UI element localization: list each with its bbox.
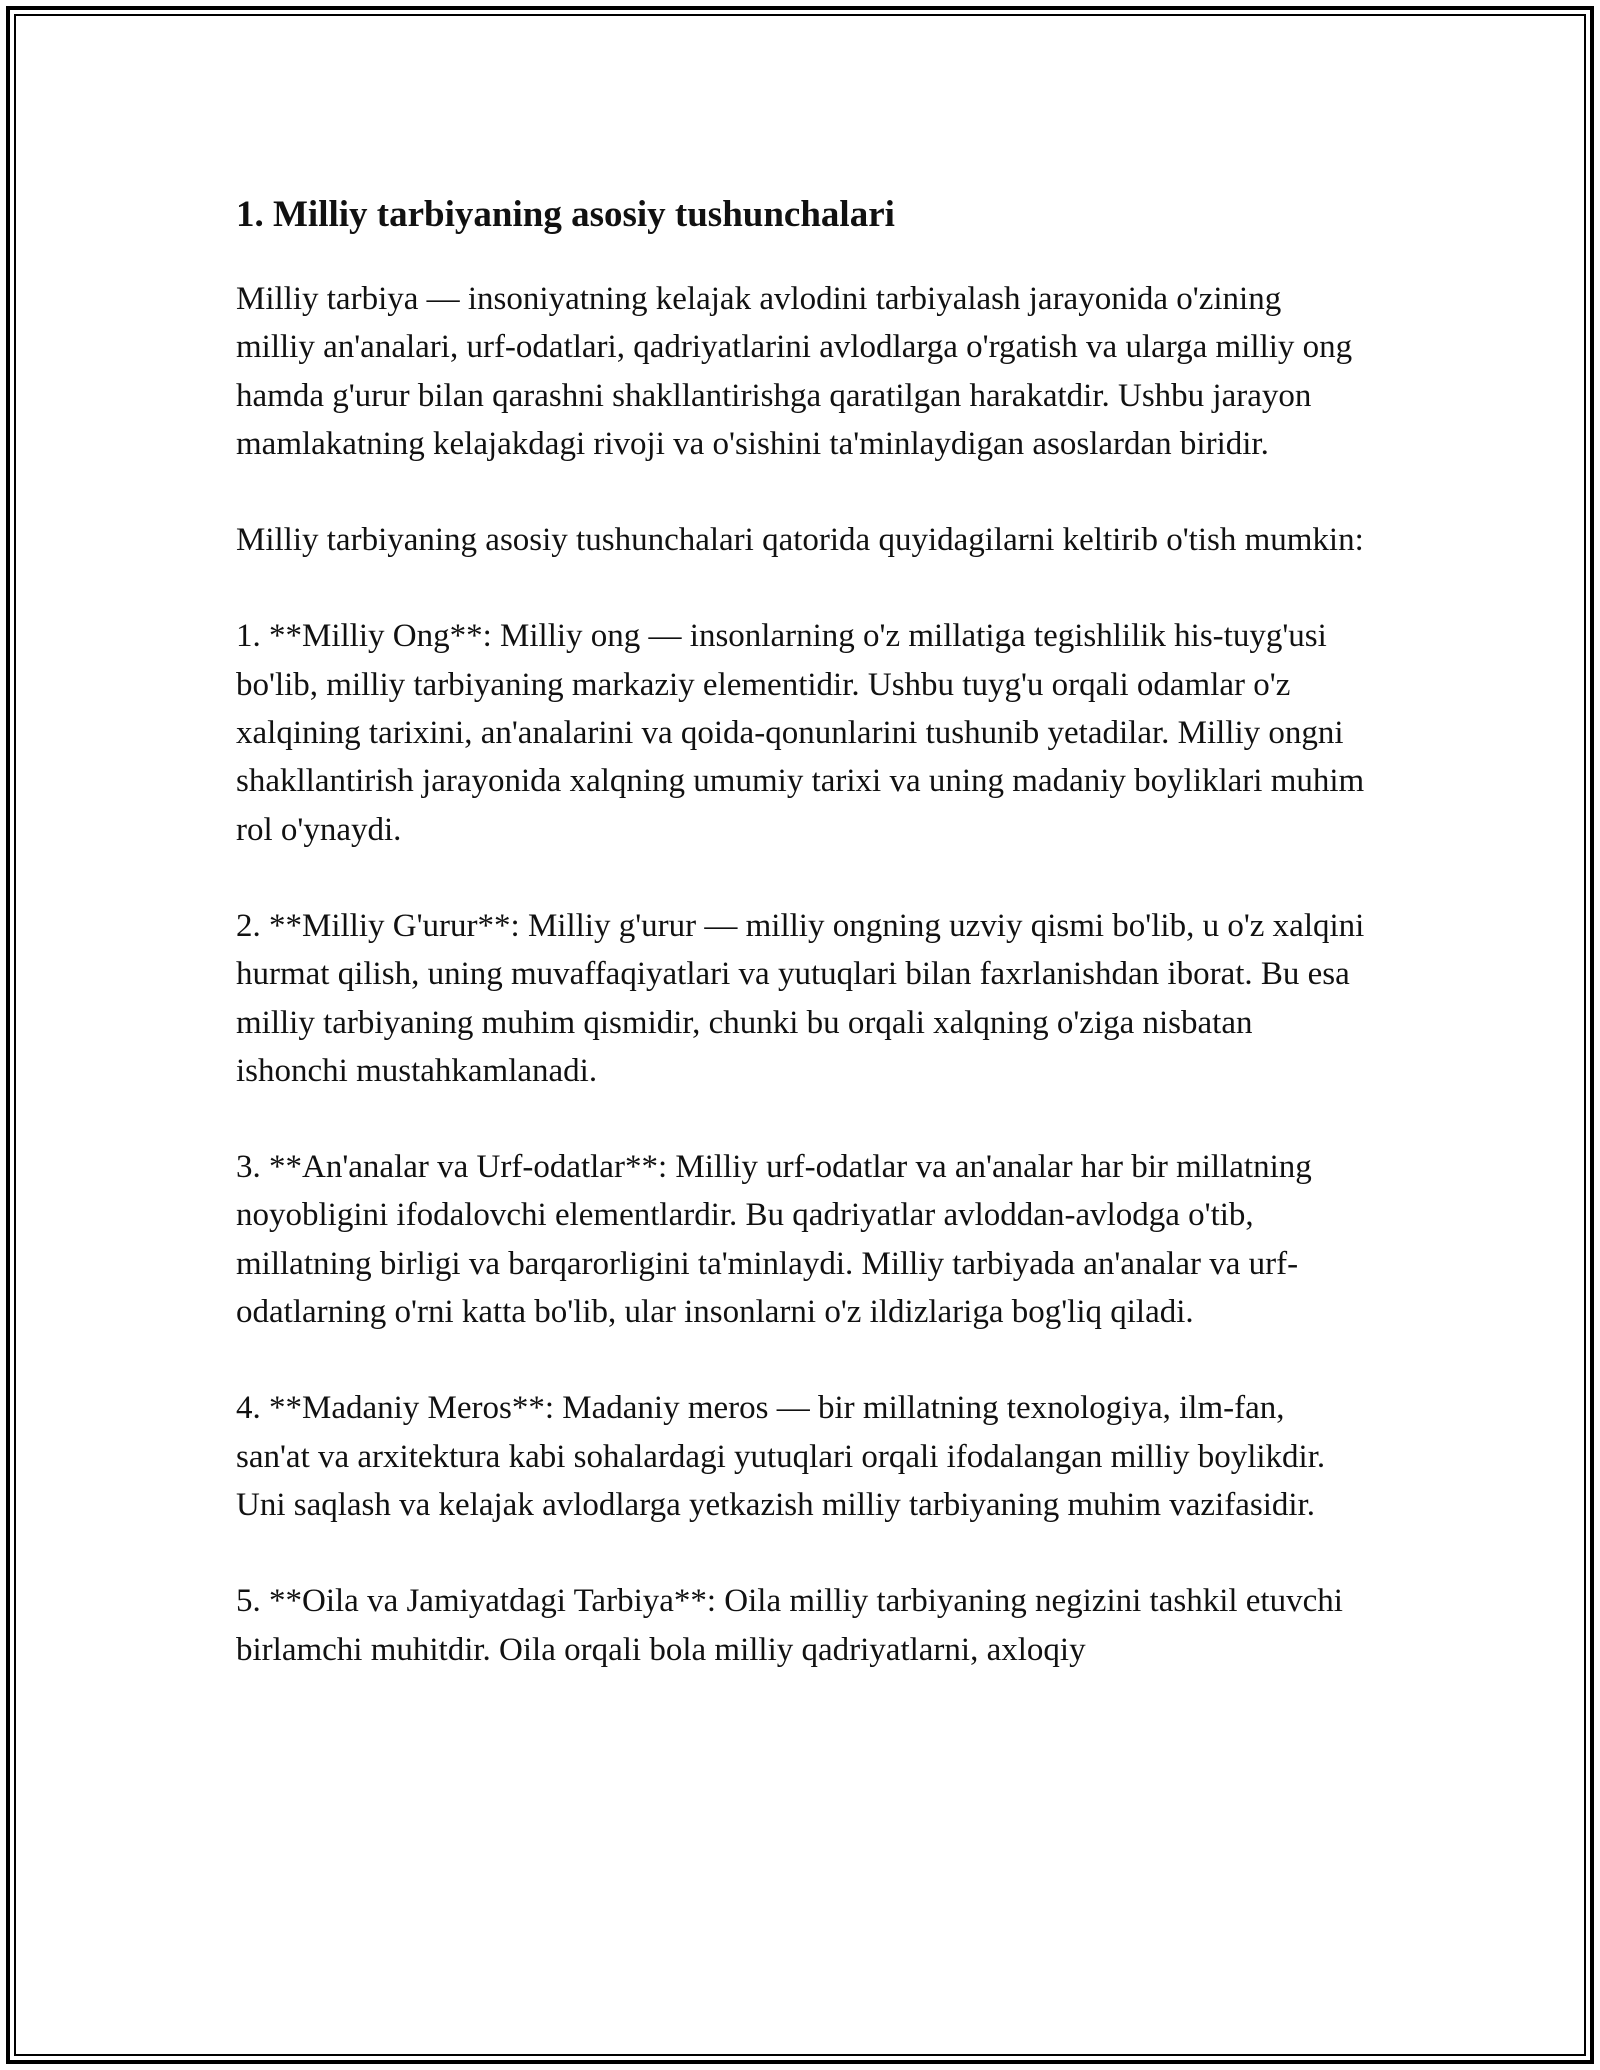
list-intro-paragraph: Milliy tarbiyaning asosiy tushunchalari qatorida quyidagilarni keltirib o'tish mumkin:	[236, 522, 1364, 559]
item-madaniy-meros: 4. **Madaniy Meros**: Madaniy meros — bir millatning texnologiya, ilm-fan, san'at va arxitektura kabi sohalardagi yutuqlari orqali ifodalangan milliy boylikdir. Uni saqlash va kelajak avlodlarga yetkazish milliy tarbiyaning muhim vazifasidir.	[236, 1390, 1326, 1523]
item-ananalar-urf-odatlar: 3. **An'analar va Urf-odatlar**: Milliy urf-odatlar va an'analar har bir millatning noyobligini ifodalovchi elementlardir. Bu qadriyatlar avloddan-avlodga o'tib, millatning birligi va barqarorligini ta'minlaydi. Milliy tarbiyada an'analar va urf-odatlarning o'rni katta bo'lib, ular insonlarni o'z ildizlariga bog'liq qiladi.	[236, 1149, 1312, 1331]
item-oila-jamiyat-tarbiya: 5. **Oila va Jamiyatdagi Tarbiya**: Oila milliy tarbiyaning negizini tashkil etuvchi birlamchi muhitdir. Oila orqali bola milliy qadriyatlarni, axloqiy	[236, 1583, 1343, 1668]
document-body	[236, 183, 1366, 1722]
item-milliy-ong: 1. **Milliy Ong**: Milliy ong — insonlarning o'z millatiga tegishlilik his-tuyg'usi bo'lib, milliy tarbiyaning markaziy elementidir. Ushbu tuyg'u orqali odamlar o'z xalqining tarixini, an'analarini va qoida-qonunlarini tushunib yetadilar. Milliy ongni shakllantirish jarayonida xalqning umumiy tarixi va uning madaniy boyliklari muhim rol o'ynaydi.	[236, 618, 1365, 848]
item-milliy-gurur: 2. **Milliy G'urur**: Milliy g'urur — milliy ongning uzviy qismi bo'lib, u o'z xalqini hurmat qilish, uning muvaffaqiyatlari va yutuqlari bilan faxrlanishdan iborat. Bu esa milliy tarbiyaning muhim qismidir, chunki bu orqali xalqning o'ziga nisbatan ishonchi mustahkamlanadi.	[236, 907, 1365, 1089]
intro-paragraph: Milliy tarbiya — insoniyatning kelajak avlodini tarbiyalash jarayonida o'zining milliy an'analari, urf-odatlari, qadriyatlarini avlodlarga o'rgatish va ularga milliy ong hamda g'urur bilan qarashni shakllantirishga qaratilgan harakatdir. Ushbu jarayon mamlakatning kelajakdagi rivoji va o'sishini ta'minlaydigan asoslardan biridir.	[236, 281, 1353, 462]
section-heading: 1. Milliy tarbiyaning asosiy tushunchalari	[236, 194, 895, 235]
